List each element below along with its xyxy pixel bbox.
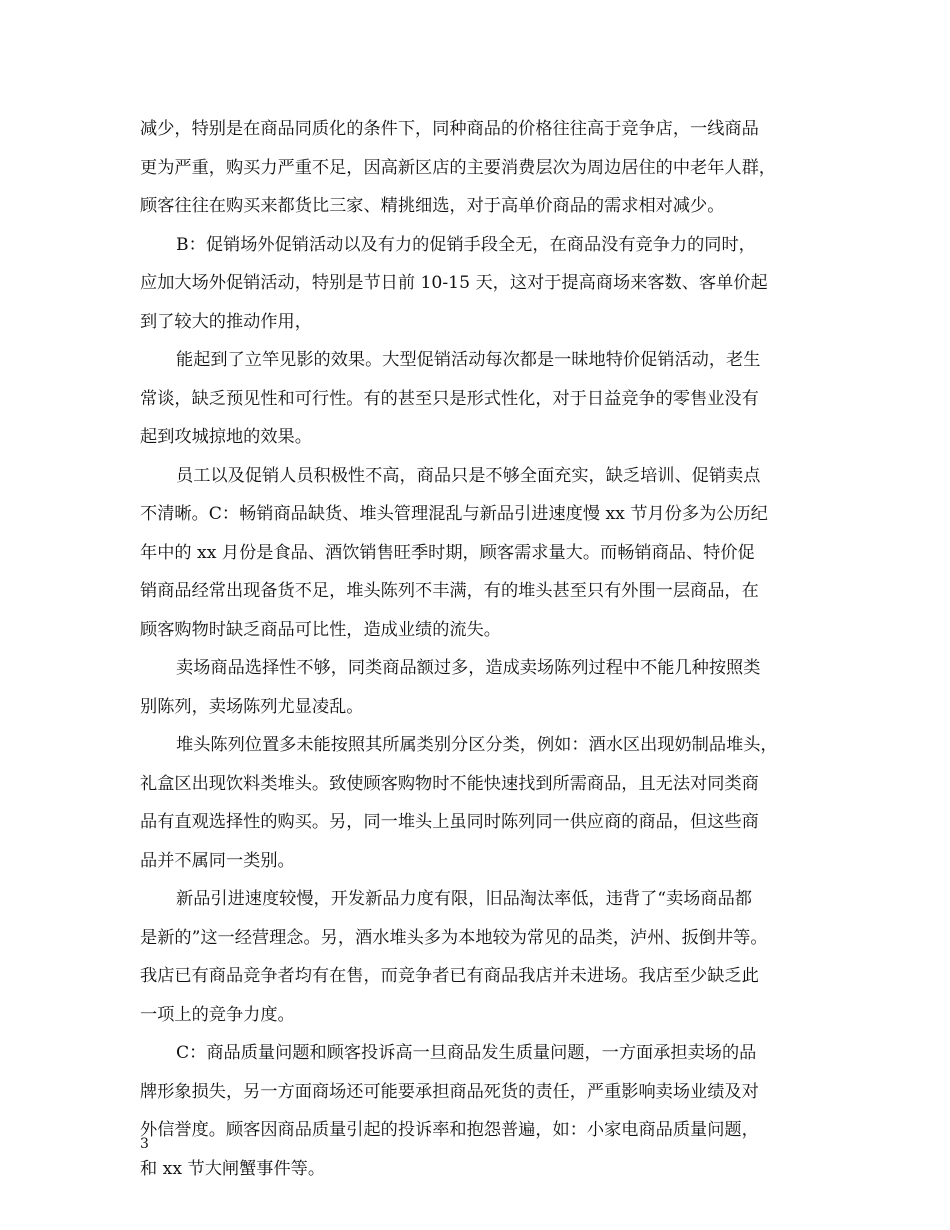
- text-line: 能起到了立竿见影的效果。大型促销活动每次都是一昧地特价促销活动，老生: [176, 350, 761, 370]
- text-line: 年中的 xx 月份是食品、酒饮销售旺季时期，顾客需求量大。而畅销商品、特价促: [140, 542, 755, 563]
- text-line: 品有直观选择性的购买。另，同一堆头上虽同时陈列同一供应商的商品，但这些商: [140, 812, 759, 832]
- text-line: 品并不属同一类别。: [140, 850, 295, 871]
- text-line: 更为严重，购买力严重不足，因高新区店的主要消费层次为周边居住的中老年人群，: [140, 157, 776, 178]
- text-line: 起到攻城掠地的效果。: [140, 427, 312, 447]
- text-line: 卖场商品选择性不够，同类商品额过多，造成卖场陈列过程中不能几种按照类: [176, 658, 761, 678]
- text-line: 到了较大的推动作用，: [140, 311, 312, 332]
- text-line: 应加大场外促销活动，特别是节日前 10-15 天，这对于提高商场来客数、客单价起: [140, 273, 768, 293]
- text-line: 顾客购物时缺乏商品可比性，造成业绩的流失。: [140, 619, 501, 640]
- text-line: 别陈列，卖场陈列尤显凌乱。: [140, 696, 364, 717]
- page-number: 3: [140, 1136, 149, 1152]
- text-line: 一项上的竞争力度。: [140, 1004, 295, 1025]
- text-line: 礼盒区出现饮料类堆头。致使顾客购物时不能快速找到所需商品，且无法对同类商: [140, 773, 759, 794]
- text-line: 减少，特别是在商品同质化的条件下，同种商品的价格往往高于竞争店，一线商品: [140, 119, 759, 139]
- text-line: 不清晰。C：畅销商品缺货、堆头管理混乱与新品引进速度慢 xx 节月份多为公历纪: [140, 504, 768, 524]
- text-line: 和 xx 节大闸蟹事件等。: [140, 1158, 326, 1179]
- text-line: 我店已有商品竞争者均有在售，而竞争者已有商品我店并未进场。我店至少缺乏此: [140, 966, 759, 986]
- text-line: 顾客往往在购买来都货比三家、精挑细选，对于高单价商品的需求相对减少。: [140, 196, 725, 216]
- text-line: C：商品质量问题和顾客投诉高一旦商品发生质量问题，一方面承担卖场的品: [176, 1043, 757, 1063]
- text-line: 堆头陈列位置多未能按照其所属类别分区分类，例如：酒水区出现奶制品堆头，: [176, 735, 778, 755]
- text-line: 销商品经常出现备货不足，堆头陈列不丰满，有的堆头甚至只有外围一层商品，在: [140, 581, 759, 601]
- text-line: 新品引进速度较慢，开发新品力度有限，旧品淘汰率低，违背了“卖场商品都: [176, 889, 752, 909]
- text-line: 是新的”这一经营理念。另，酒水堆头多为本地较为常见的品类，泸州、扳倒井等。: [140, 927, 768, 948]
- text-line: 员工以及促销人员积极性不高，商品只是不够全面充实，缺乏培训、促销卖点: [176, 465, 761, 486]
- text-line: 牌形象损失，另一方面商场还可能要承担商品死货的责任，严重影响卖场业绩及对: [140, 1081, 759, 1102]
- text-line: B：促销场外促销活动以及有力的促销手段全无，在商品没有竞争力的同时，: [176, 234, 756, 255]
- text-line: 外信誉度。顾客因商品质量引起的投诉率和抱怨普遍，如：小家电商品质量问题，: [140, 1120, 759, 1140]
- text-line: 常谈，缺乏预见性和可行性。有的甚至只是形式性化，对于日益竞争的零售业没有: [140, 388, 759, 409]
- document-body: [140, 110, 822, 1188]
